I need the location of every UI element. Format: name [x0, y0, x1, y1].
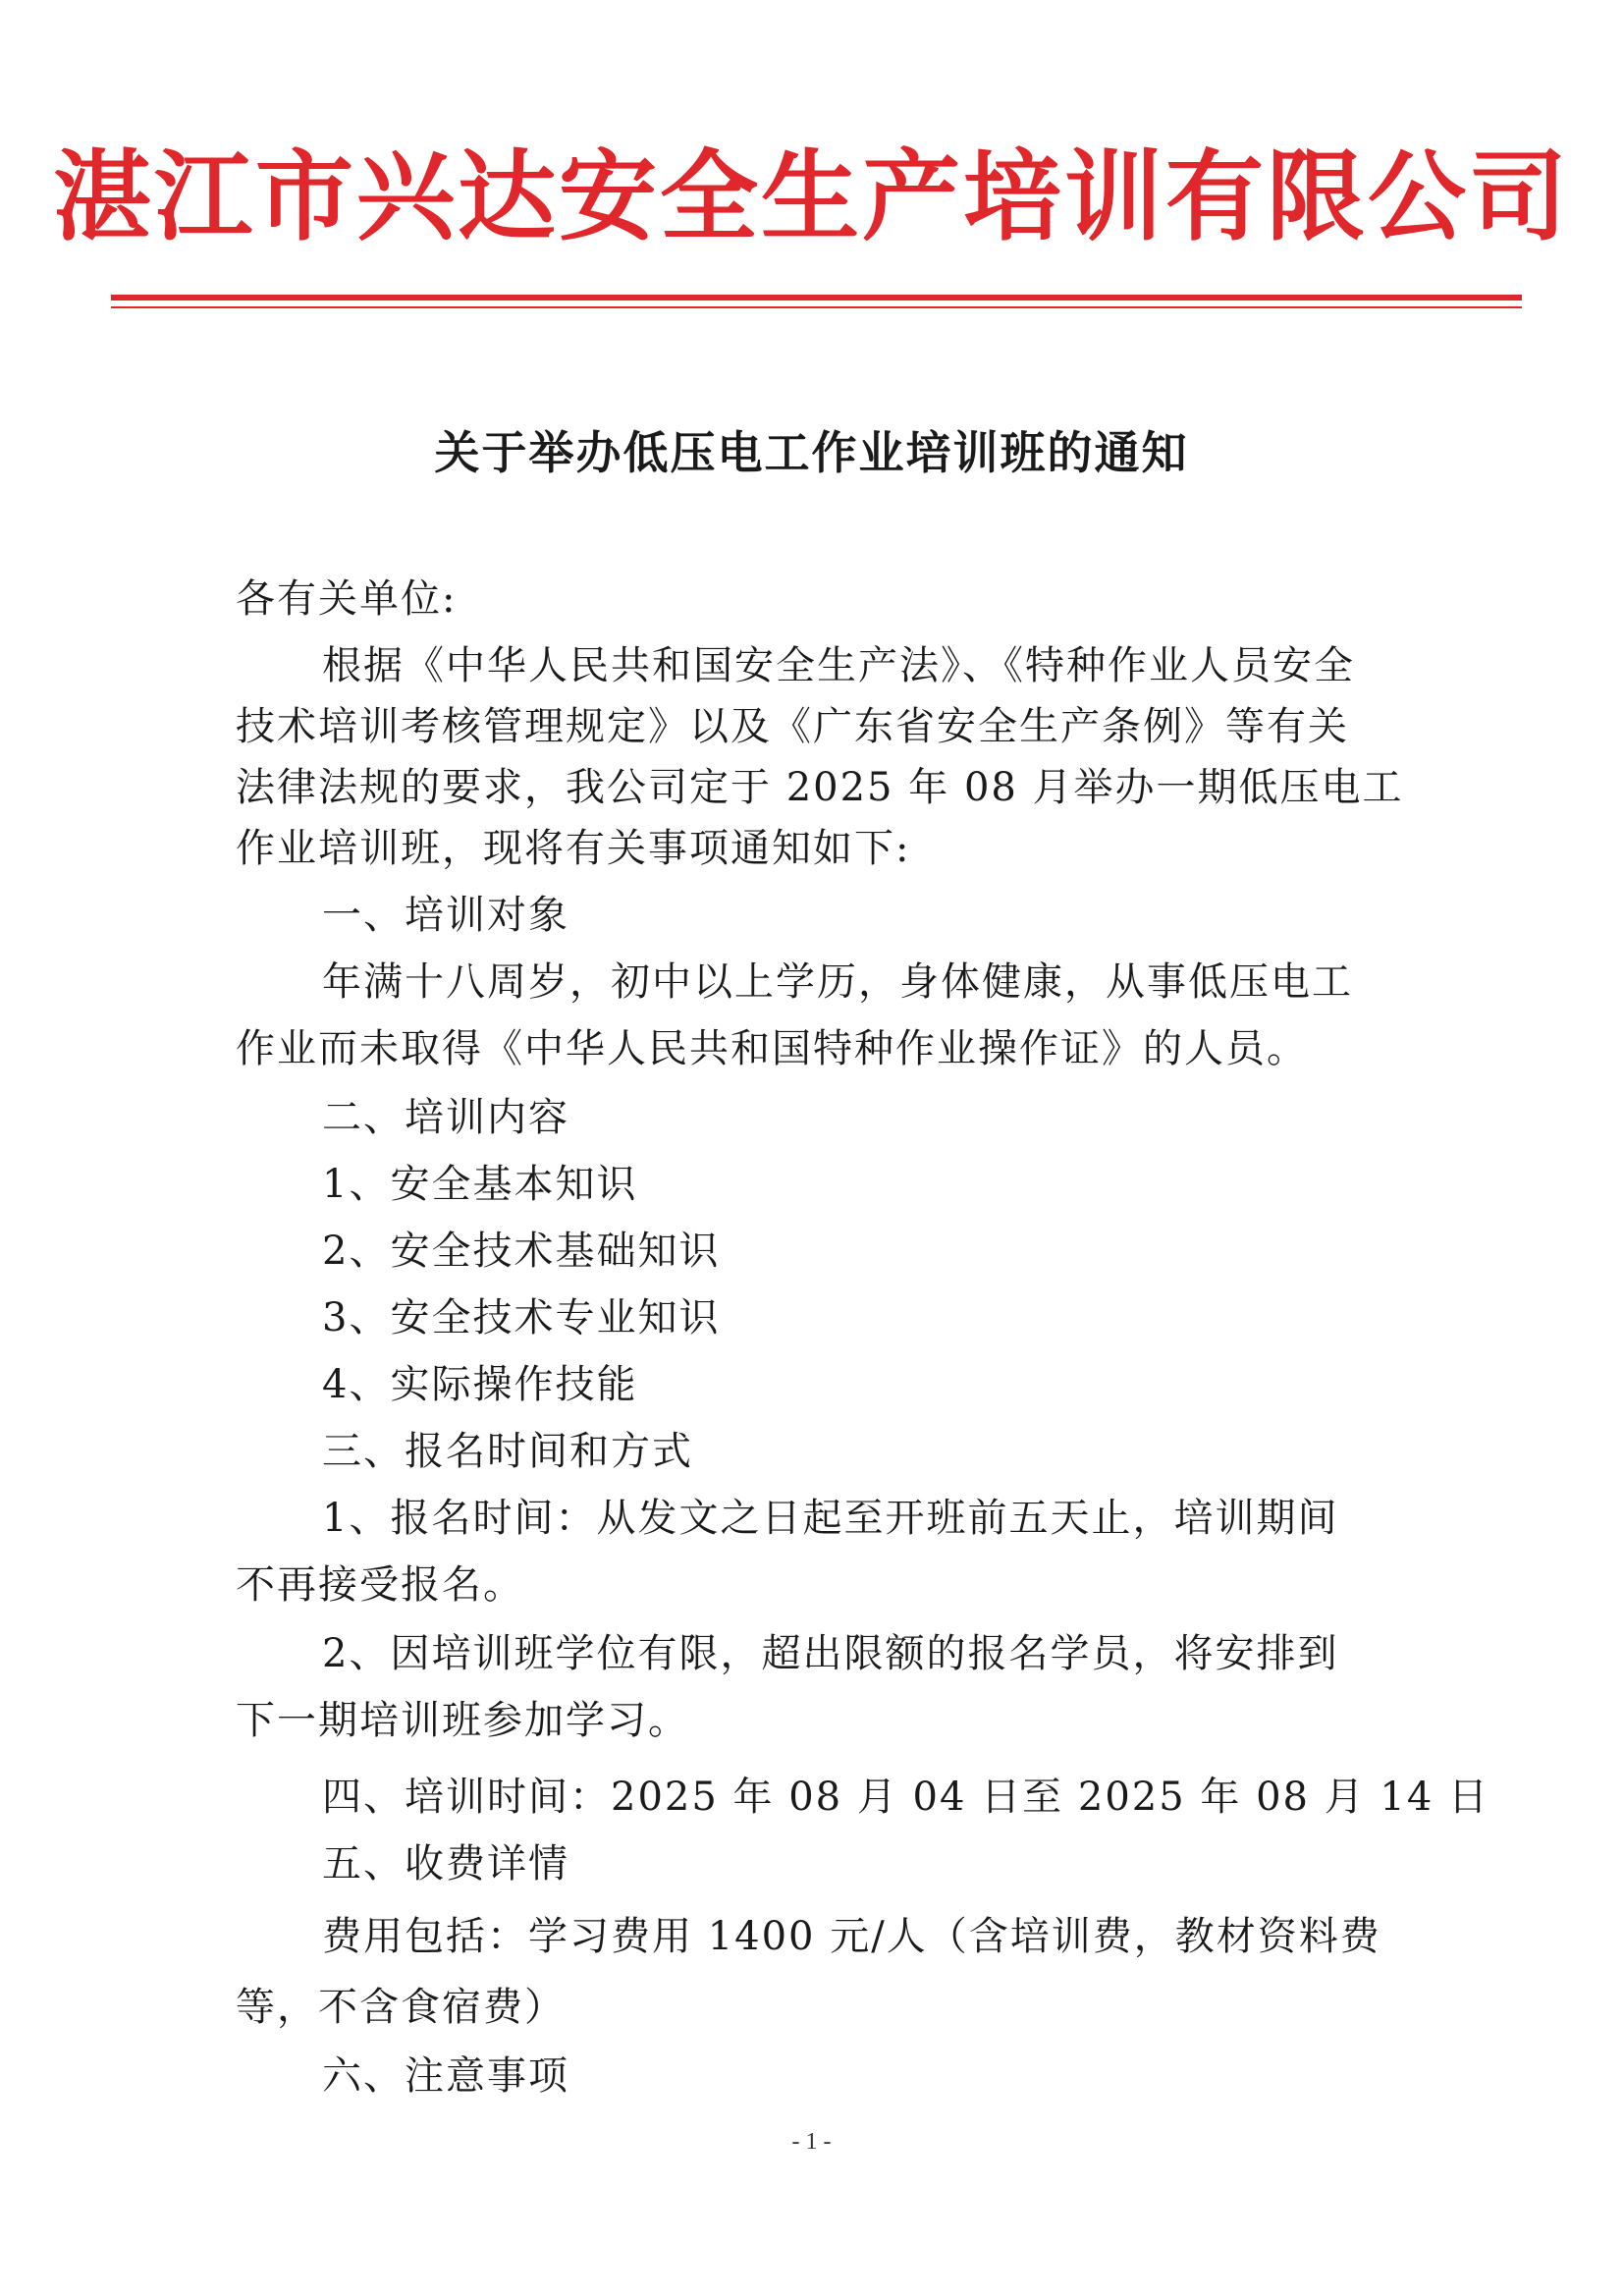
- notice-title: 关于举办低压电工作业培训班的通知: [434, 426, 1189, 479]
- section-heading-registration: 三、报名时间和方式: [322, 1429, 693, 1474]
- content-item-3: 3、安全技术专业知识: [322, 1295, 721, 1340]
- fees-line-2: 等，不含食宿费）: [236, 1985, 566, 2030]
- section-heading-notes: 六、注意事项: [322, 2053, 569, 2099]
- registration-item2-line-1: 2、因培训班学位有限，超出限额的报名学员，将安排到: [322, 1631, 1339, 1676]
- salutation: 各有关单位:: [236, 576, 458, 622]
- registration-item1-line-2: 不再接受报名。: [236, 1562, 524, 1608]
- training-target-line-2: 作业而未取得《中华人民共和国特种作业操作证》的人员。: [236, 1026, 1308, 1071]
- page-number: - 1 -: [791, 2129, 832, 2155]
- intro-line-2: 技术培训考核管理规定》以及《广东省安全生产条例》等有关: [236, 704, 1349, 749]
- training-target-line-1: 年满十八周岁，初中以上学历，身体健康，从事低压电工: [322, 959, 1353, 1005]
- section-heading-training-content: 二、培训内容: [322, 1095, 569, 1140]
- section-heading-fees: 五、收费详情: [322, 1841, 569, 1886]
- content-item-4: 4、实际操作技能: [322, 1362, 638, 1407]
- letterhead-divider-thin: [111, 306, 1522, 308]
- registration-item1-line-1: 1、报名时间：从发文之日起至开班前五天止，培训期间: [322, 1496, 1339, 1541]
- content-item-2: 2、安全技术基础知识: [322, 1229, 721, 1274]
- letterhead-divider-thick: [111, 295, 1522, 301]
- registration-item2-line-2: 下一期培训班参加学习。: [236, 1698, 689, 1743]
- intro-line-3: 法律法规的要求，我公司定于 2025 年 08 月举办一期低压电工: [236, 765, 1404, 810]
- section-heading-training-time: 四、培训时间：2025 年 08 月 04 日至 2025 年 08 月 14 日: [322, 1775, 1490, 1820]
- intro-line-4: 作业培训班，现将有关事项通知如下:: [236, 826, 911, 871]
- fees-line-1: 费用包括：学习费用 1400 元/人（含培训费，教材资料费: [322, 1914, 1381, 1959]
- company-letterhead: 湛江市兴达安全生产培训有限公司: [53, 138, 1570, 254]
- section-heading-training-target: 一、培训对象: [322, 893, 569, 938]
- intro-line-1: 根据《中华人民共和国安全生产法》、《特种作业人员安全: [322, 643, 1355, 688]
- content-item-1: 1、安全基本知识: [322, 1162, 638, 1207]
